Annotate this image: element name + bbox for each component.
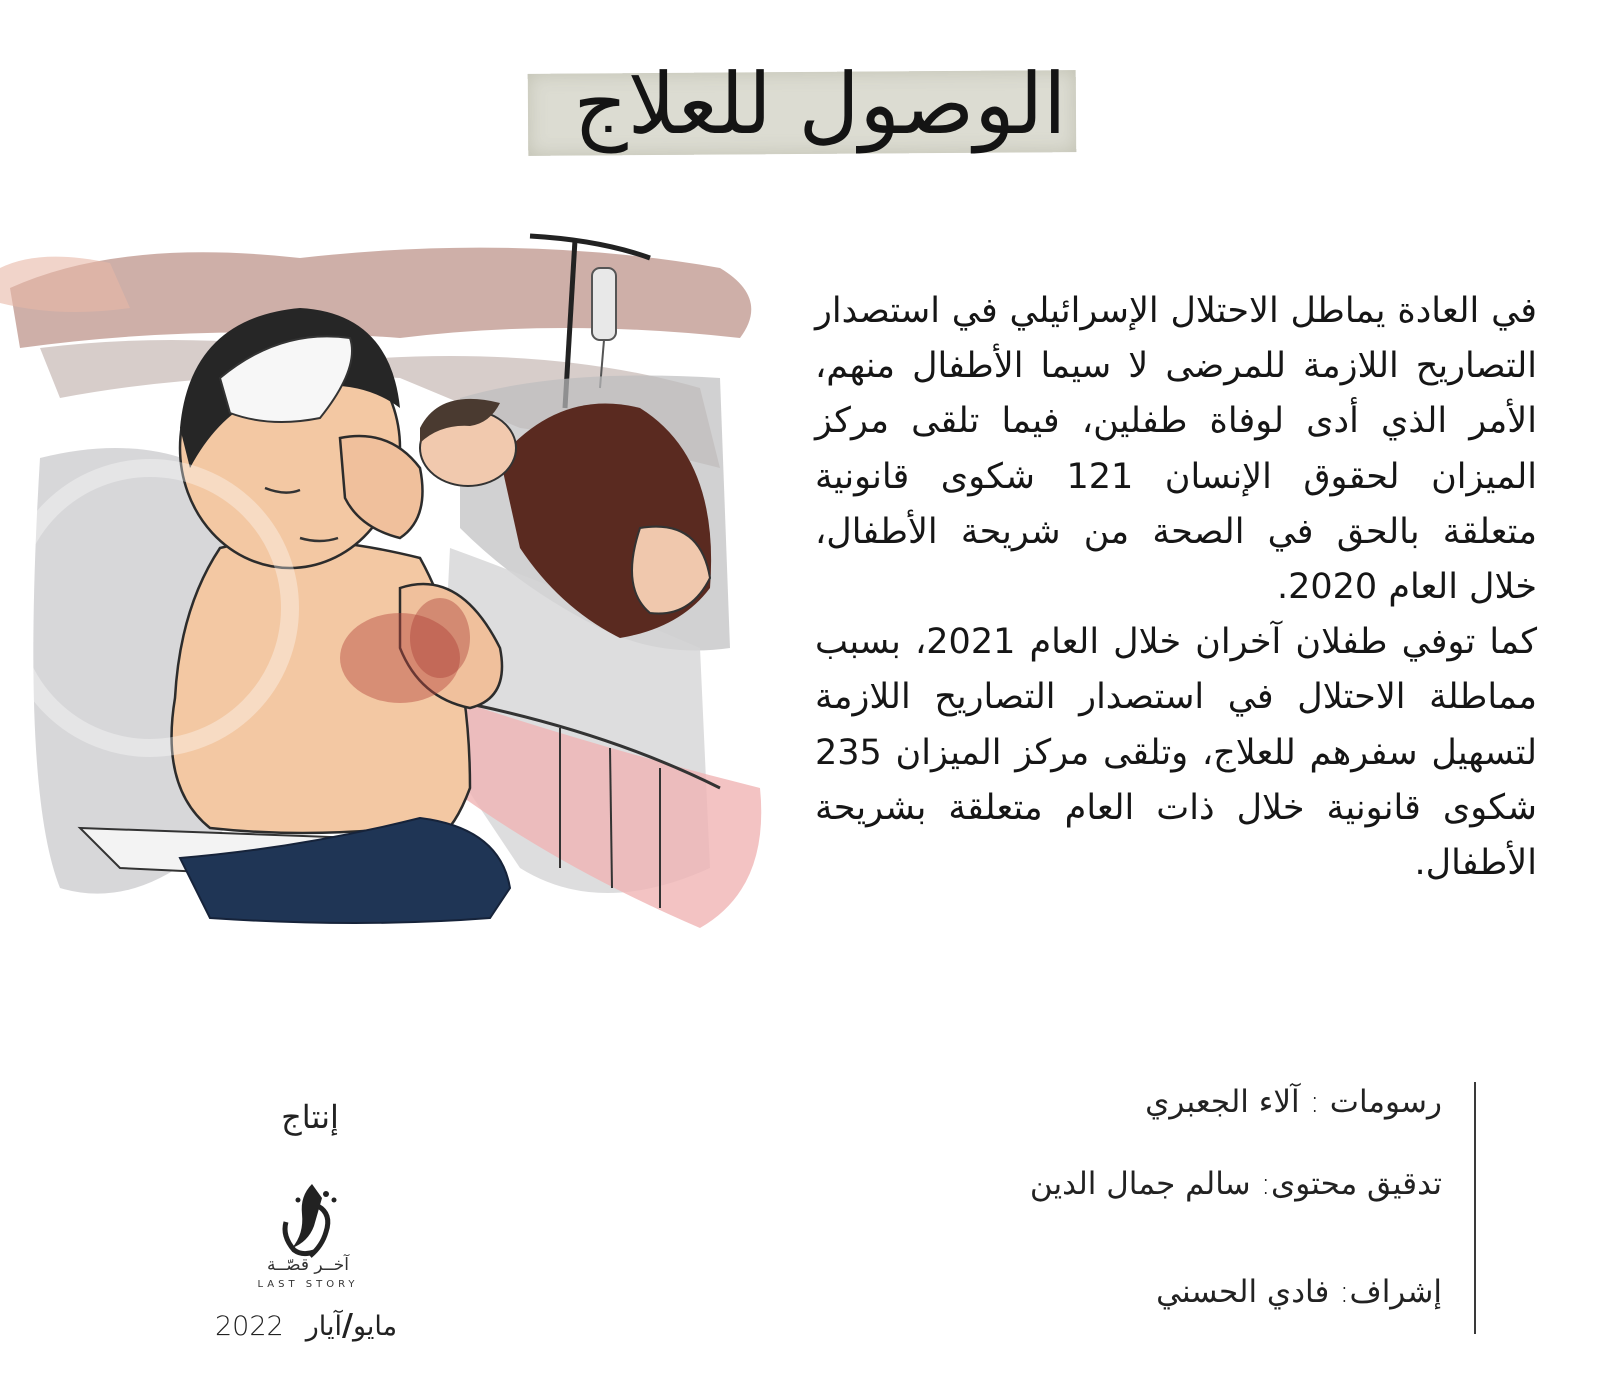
credit-drawings: رسومات : آلاء الجعبري [1145, 1084, 1442, 1120]
date-year: 2022 [215, 1311, 284, 1342]
logo-text-en: LAST STORY [257, 1279, 359, 1290]
date-month-alt: مايو [352, 1311, 398, 1342]
credits-divider [1474, 1082, 1476, 1334]
logo-text-ar: آخــر قصّــة [267, 1255, 349, 1275]
credit-supervision: إشراف: فادي الحسني [1156, 1274, 1442, 1310]
production-label: إنتاج [281, 1098, 339, 1136]
date-month: آيار [305, 1311, 342, 1342]
date-slash: / [342, 1308, 353, 1343]
article-text [815, 284, 1537, 891]
publish-date [215, 1308, 405, 1343]
paragraph-2021: كما توفي طفلان آخران خلال العام 2021، بسبب مماطلة الاحتلال في استصدار التصاريح اللازمة لتسهيل سفرهم للعلاج، وتلقى مركز الميزان 235 شكوى قانونية خلال ذات العام متعلقة بشريحة الأطفال. [815, 622, 1537, 884]
credit-content-check: تدقيق محتوى: سالم جمال الدين [1029, 1166, 1442, 1202]
page-title: الوصول للعلاج [573, 55, 1067, 153]
paragraph-2020: في العادة يماطل الاحتلال الإسرائيلي في استصدار التصاريح اللازمة للمرضى لا سيما الأطفال منهم، الأمر الذي أدى لوفاة طفلين، فيما تلقى مركز الميزان لحقوق الإنسان 121 شكوى قانونية متعلقة بالحق في الصحة من شريحة الأطفال، خلال العام 2020. [815, 291, 1537, 608]
illustration-injured-child [0, 228, 790, 958]
